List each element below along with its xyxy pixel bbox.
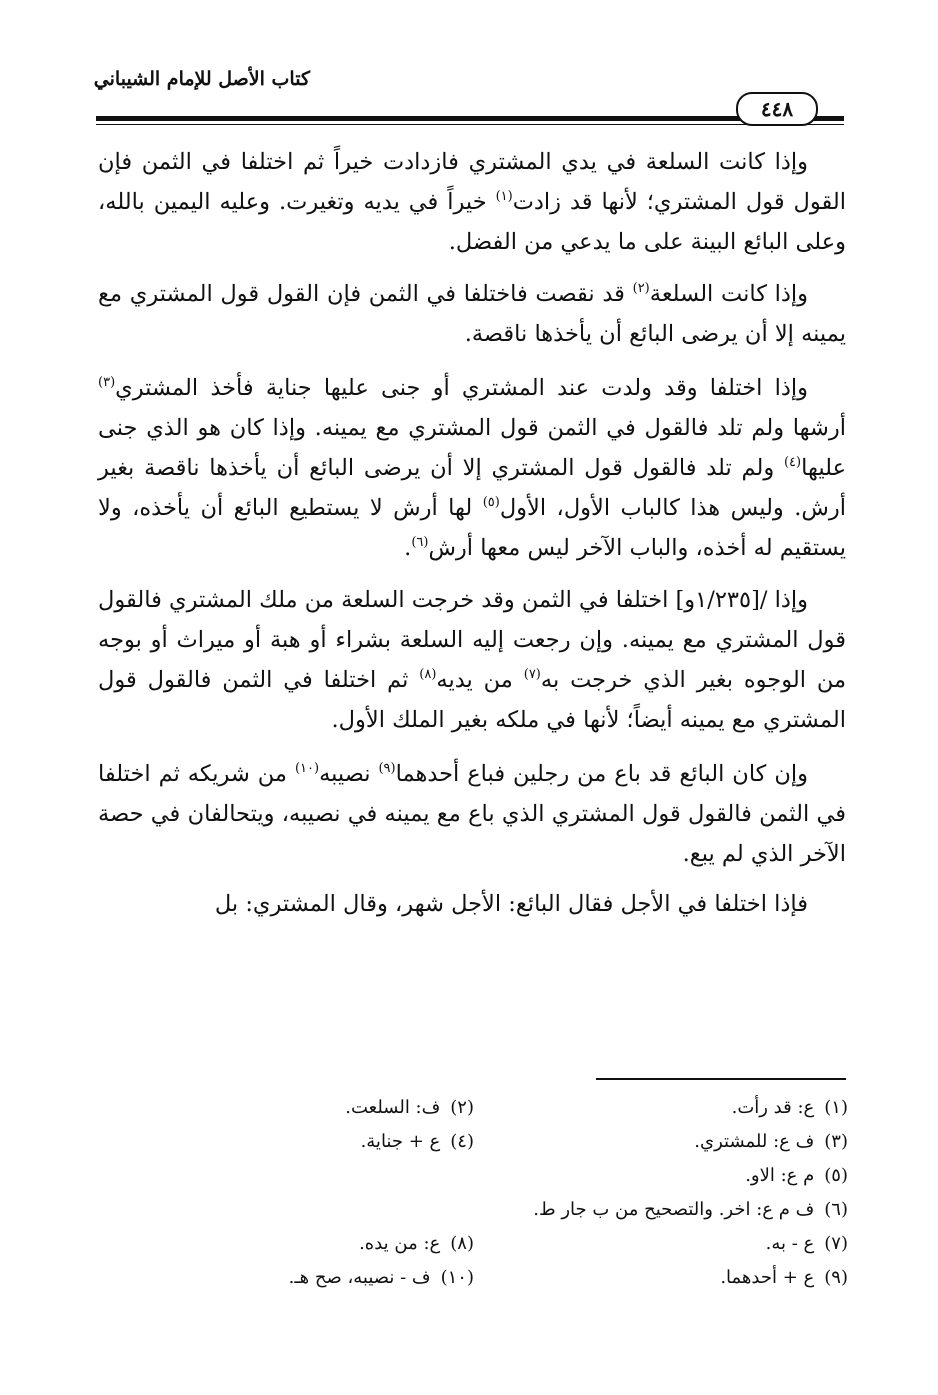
footnote: [100, 1097, 474, 1118]
footnote-text: م ع: الاو.: [745, 1164, 815, 1186]
footnote-ref: (٩): [378, 761, 396, 776]
paragraph-1: [98, 142, 846, 262]
paragraph-text: .: [404, 535, 412, 561]
footnote-number: (٢): [450, 1096, 474, 1118]
footnote-separator: [596, 1078, 846, 1080]
paragraph-text: خيراً في يديه وتغيرت. وعليه اليمين بالله، وعلى البائع البينة على ما يدعي من الفضل.: [98, 189, 846, 255]
footnote-text: ع: من يده.: [359, 1232, 441, 1254]
header-rule-thick: [96, 116, 844, 121]
paragraph-text: نصيبه: [319, 761, 379, 787]
page-number-badge: ٤٤٨: [736, 92, 818, 126]
footnote-number: (٣): [824, 1130, 848, 1152]
footnote-row: [100, 1090, 848, 1124]
footnote-row: [100, 1192, 848, 1226]
paragraph-3: [98, 368, 846, 568]
footnote: [474, 1131, 848, 1152]
running-header-title: كتاب الأصل للإمام الشيباني: [93, 68, 310, 90]
paragraph-text: وإذا كانت السلعة في يدي المشتري فازدادت خيراً ثم اختلفا في الثمن فإن القول قول المشتري؛ لأنها قد زادت: [98, 149, 846, 215]
footnote: [474, 1097, 848, 1118]
paragraph-text: فإذا اختلفا في الأجل فقال البائع: الأجل شهر، وقال المشتري: بل: [214, 891, 808, 917]
footnote-ref: (٥): [482, 495, 500, 510]
paragraph-text: أرشها ولم تلد فالقول في الثمن قول المشتري مع يمينه. وإذا كان هو الذي جنى عليها: [98, 415, 846, 481]
paragraph-text: لها أرش لا يستطيع البائع أن يأخذه، ولا يستقيم له أخذه، والباب الآخر ليس معها أرش: [98, 495, 846, 561]
footnote-ref: (٣): [98, 375, 116, 390]
paragraph-text: وإن كان البائع قد باع من رجلين فباع أحدهما: [395, 761, 808, 787]
footnote-number: (٩): [824, 1266, 848, 1288]
paragraph-text: وإذا كانت السلعة: [649, 281, 808, 307]
footnote-text: ف ع: للمشتري.: [694, 1130, 815, 1152]
footnote: [100, 1131, 474, 1152]
footnote-row: [100, 1124, 848, 1158]
footnote: [745, 1165, 848, 1186]
footnote-text: ع + أحدهما.: [720, 1266, 815, 1288]
footnote-ref: (٢): [632, 281, 650, 296]
paragraph-5: [98, 754, 846, 874]
paragraph-text: ثم اختلفا في الثمن فالقول قول المشتري مع يمينه أيضاً؛ لأنها في ملكه بغير الملك الأول.: [98, 667, 846, 733]
footnote-number: (٦): [824, 1198, 848, 1220]
paragraph-text: وإذا /[١/٢٣٥و] اختلفا في الثمن وقد خرجت السلعة من ملك المشتري فالقول قول المشتري مع يمينه. وإن رجعت إليه السلعة بشراء أو هبة أو ميراث أو بوجه من الوجوه بغير الذي خرجت به: [98, 587, 847, 693]
footnote-row: [100, 1260, 848, 1294]
paragraph-text: قد نقصت فاختلفا في الثمن فإن القول قول المشتري مع يمينه إلا أن يرضى البائع أن يأخذها ناقصة.: [98, 281, 846, 347]
footnote-number: (١٠): [440, 1266, 474, 1288]
footnote: [474, 1233, 848, 1254]
paragraph-2: [98, 274, 846, 354]
footnote-ref: (١٠): [294, 761, 320, 776]
footnote-text: ع + جناية.: [360, 1130, 441, 1152]
footnote-ref: (٤): [783, 455, 802, 470]
paragraph-text: ولم تلد فالقول قول المشتري إلا أن يرضى البائع أن يأخذها ناقصة بغير أرش. وليس هذا كالباب الأول، الأول: [98, 455, 846, 521]
footnote: [533, 1199, 848, 1220]
footnote-ref: (٦): [411, 535, 429, 550]
paragraph-text: وإذا اختلفا وقد ولدت عند المشتري أو جنى عليها جناية فأخذ المشتري: [115, 375, 808, 401]
main-text: [98, 142, 846, 936]
footnote-number: (٨): [450, 1232, 474, 1254]
footnote-text: ف م ع: اخر. والتصحيح من ب جار ط.: [533, 1198, 815, 1220]
paragraph-6: [98, 884, 846, 924]
paragraph-text: من شريكه ثم اختلفا في الثمن فالقول قول المشتري الذي باع مع يمينه في نصيبه، ويتحالفان في حصة الآخر الذي لم يبع.: [98, 761, 846, 867]
footnote-number: (٤): [450, 1130, 474, 1152]
footnote-number: (٥): [824, 1164, 848, 1186]
footnotes: [100, 1090, 848, 1294]
footnote: [100, 1233, 474, 1254]
footnote-ref: (٧): [523, 667, 541, 682]
footnote-row: [100, 1226, 848, 1260]
footnote-text: ف - نصيبه، صح هـ.: [288, 1266, 431, 1288]
header-rule-thin: [96, 124, 844, 125]
footnote-number: (٧): [824, 1232, 848, 1254]
footnote-ref: (١): [495, 189, 513, 204]
footnote: [474, 1267, 848, 1288]
footnote-text: ع - به.: [765, 1232, 815, 1254]
footnote-ref: (٨): [419, 667, 437, 682]
paragraph-4: [98, 580, 846, 740]
paragraph-text: من يديه: [436, 667, 524, 693]
footnote-row: [100, 1158, 848, 1192]
footnote: [100, 1267, 474, 1288]
footnote-text: ف: السلعت.: [345, 1096, 441, 1118]
footnote-number: (١): [824, 1096, 848, 1118]
footnote-text: ع: قد رأت.: [731, 1096, 815, 1118]
